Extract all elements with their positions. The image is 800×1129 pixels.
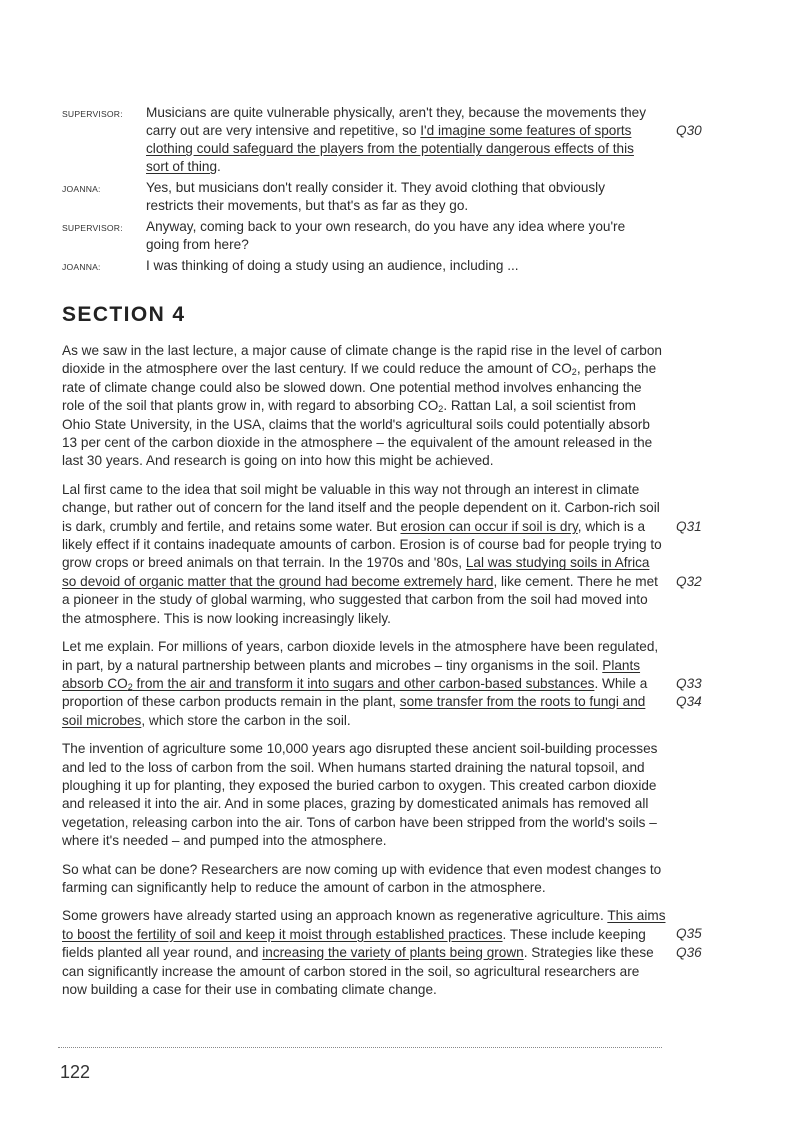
question-number: Q36 [676, 945, 702, 961]
dialogue-turn [62, 179, 762, 215]
page-number: 122 [60, 1062, 91, 1082]
subscript: 2 [571, 367, 577, 378]
dialogue-turn [62, 104, 762, 176]
paragraph-text: . While a proportion of these carbon products remain in the plant, [62, 675, 648, 710]
paragraph-5: So what can be done? Researchers are now coming up with evidence that even modest changes to farming can significantly help to reduce the amount of carbon in the atmosphere. [62, 861, 662, 895]
speech-text: I was thinking of doing a study using an audience, including ... [146, 258, 519, 273]
question-number: Q30 [676, 123, 702, 138]
underlined-answer: I'd imagine some features of sports clothing could safeguard the players from the potentially dangerous effects of this sort of thing [146, 123, 634, 174]
question-number: Q34 [676, 694, 702, 710]
section-heading: SECTION 4 [62, 303, 186, 326]
speech-text: Anyway, coming back to your own research, do you have any idea where you're going from here? [146, 219, 626, 252]
paragraph-text: As we saw in the last lecture, a major cause of climate change is the rapid rise in the level of carbon dioxide in the atmosphere over the last century. If we could reduce the amount of CO [62, 343, 662, 377]
paragraph-text: , which is a likely effect if it contains inadequate amounts of carbon. Erosion is of course bad for people trying to grow crops or breed animals on that terrain. In the 1970s and '80s, [62, 518, 662, 571]
underlined-answer: increasing the variety of plants being grown [262, 945, 524, 961]
paragraph-text: , perhaps the rate of climate change could also be slowed down. One potential method involves enhancing the role of the soil that plants grow in, with regard to absorbing CO [62, 361, 657, 414]
underlined-text: Plants absorb CO [62, 657, 641, 691]
paragraph-6 [62, 907, 702, 999]
underlined-text: from the air and transform it into sugars and other carbon-based substances [132, 675, 595, 691]
paragraph-2 [62, 481, 702, 628]
underlined-answer: Lal was studying soils in Africa so devoid of organic matter that the ground had become extremely hard [62, 555, 650, 589]
underlined-answer: This aims to boost the fertility of soil and keep it moist through established practices [62, 908, 666, 942]
paragraph-text: . These include keeping fields planted all year round, and [62, 926, 646, 961]
speaker-label: JOANNA: [62, 184, 101, 194]
question-number: Q33 [676, 676, 702, 692]
paragraph-4: The invention of agriculture some 10,000 years ago disrupted these ancient soil-building processes and led to the loss of carbon from the soil. When humans started draining the natural topsoil, and ploughing it up for planting, they exposed the buried carbon to oxygen. This created carbon dioxide and released it into the air. And in some places, grazing by domesticated animals has removed all vegetation, releasing carbon into the air. Tons of carbon have been stripped from the world's soils – where it's needed – and pumped into the atmosphere. [62, 741, 658, 849]
paragraph-text: Let me explain. For millions of years, carbon dioxide levels in the atmosphere have been regulated, in part, by a natural partnership between plants and microbes – tiny organisms in the soil. [62, 639, 659, 673]
question-number: Q31 [676, 518, 702, 534]
subscript: 2 [438, 404, 444, 415]
paragraph-text: Lal first came to the idea that soil might be valuable in this way not through an interest in climate change, but rather out of concern for the land itself and the people dependent on it. Carbon-rich soil is dark, crumbly and fertile, and retains some water. But [62, 481, 660, 534]
speech-text-part: Musicians are quite vulnerable physically, aren't they, because the movements they carry out are very intensive and repetitive, so [146, 105, 647, 138]
underlined-answer: erosion can occur if soil is dry [400, 518, 578, 534]
lecture-body [62, 342, 762, 1009]
speech-text-part: . [217, 159, 221, 174]
subscript: 2 [127, 681, 133, 692]
underlined-answer: some transfer from the roots to fungi and soil microbes [62, 694, 646, 728]
paragraph-text: , which store the carbon in the soil. [141, 712, 351, 728]
paragraph-text: . Strategies like these can significantly increase the amount of carbon stored in the soil, so agricultural researchers are now building a case for their use in combating climate change. [62, 945, 654, 997]
dialogue-turn [62, 218, 762, 254]
paragraph-1 [62, 342, 666, 471]
speaker-label: SUPERVISOR: [62, 109, 123, 119]
paragraph-text: Some growers have already started using an approach known as regenerative agriculture. [62, 908, 608, 924]
dialogue-transcript [62, 104, 762, 279]
question-number: Q32 [676, 573, 702, 589]
speech-text [146, 104, 652, 176]
paragraph-text: , like cement. There he met a pioneer in the study of global warming, who suggested that carbon from the soil had moved into the atmosphere. This is now looking increasingly likely. [62, 573, 658, 626]
speaker-label: SUPERVISOR: [62, 223, 123, 233]
question-number: Q35 [676, 926, 702, 942]
speaker-label: JOANNA: [62, 262, 101, 272]
dialogue-turn [62, 257, 762, 276]
speech-text: Yes, but musicians don't really consider it. They avoid clothing that obviously restricts their movements, but that's as far as they go. [146, 180, 605, 213]
paragraph-text: . Rattan Lal, a soil scientist from Ohio State University, in the USA, claims that the world's agricultural soils could potentially absorb 13 per cent of the carbon dioxide in the atmosphere – the equivalent of the amount released in the last 30 years. And research is going on into how this might be achieved. [62, 398, 653, 469]
paragraph-3 [62, 638, 702, 730]
footer-divider [58, 1047, 662, 1048]
